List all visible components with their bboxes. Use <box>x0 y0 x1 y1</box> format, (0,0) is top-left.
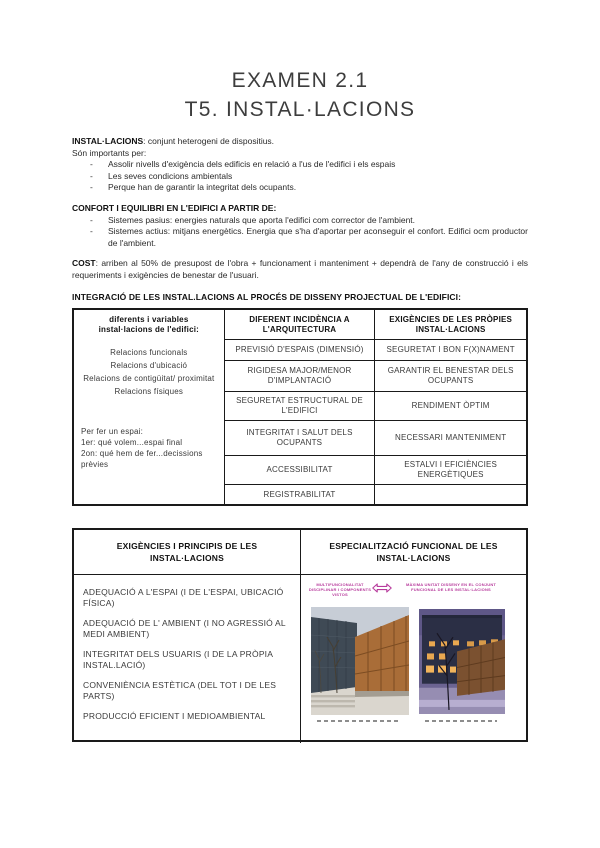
confort-heading: CONFORT I EQUILIBRI EN L'EDIFICI A PARTIR DE: <box>72 203 277 213</box>
principle-item: INTEGRITAT DELS USUARIS (I DE LA PRÒPIA INSTAL.LACIÓ) <box>83 649 273 670</box>
intro-line2: Són importants per: <box>72 147 147 158</box>
bullet-text: Perque han de garantir la integritat dels ocupants. <box>108 182 297 192</box>
table-cell: ESTALVI I EFICIÈNCIES ENERGÈTIQUES <box>375 456 526 485</box>
table-cell: PREVISIÓ D'ESPAIS (DIMENSIÓ) <box>225 340 376 361</box>
table-cell: ACCESSIBILITAT <box>225 456 376 485</box>
list-item <box>72 159 528 171</box>
table1-col3-header: EXIGÈNCIES DE LES PRÒPIES INSTAL·LACIONS <box>375 310 526 340</box>
intro-lead <box>72 136 528 148</box>
table-cell-text: Relacions d'ubicació <box>110 361 188 370</box>
double-arrow-icon <box>372 583 392 593</box>
title-line-2: T5. INSTAL·LACIONS <box>184 98 416 121</box>
bullet-text: Les seves condicions ambientals <box>108 170 233 181</box>
table2-left-header: EXIGÈNCIES I PRINCIPIS DE LES INSTAL·LACIONS <box>74 530 301 575</box>
table1-col2-header: DIFERENT INCIDÈNCIA A L'ARQUITECTURA <box>225 310 376 340</box>
table-exigencies <box>72 528 528 742</box>
bullet-dash: - <box>90 226 93 236</box>
annotation-left: MULTIFUNCIONALITAT DISCIPLINAR I COMPONENTS VISTOS <box>308 582 372 597</box>
table1-col1-items <box>83 346 214 398</box>
bullet-text: Assolir nivells d'exigència dels edificis en relació a l'us de l'edifici i els espais <box>108 159 396 169</box>
cost-bold: COST <box>72 258 96 268</box>
list-item <box>72 182 528 194</box>
table-cell: SEGURETAT ESTRUCTURAL DE L'EDIFICI <box>225 392 376 421</box>
list-item <box>72 215 528 227</box>
table-cell-empty <box>375 485 526 504</box>
bullet-text: Sistemes actius: mitjans energètics. Energia que s'ha d'aportar per aconseguir el confort. Edifici ocm productor de l'ambient. <box>108 226 528 248</box>
table-cell-text: 2on: qué hem de fer...decissions prèvies <box>81 449 203 469</box>
photo-caption <box>317 720 401 722</box>
bullet-dash: - <box>90 214 93 225</box>
table-cell: INTEGRITAT I SALUT DELS OCUPANTS <box>225 421 376 456</box>
building-photo-dusk <box>419 609 505 714</box>
table1-col1-header: diferents i variables instal·lacions de l'edifici: <box>98 315 200 334</box>
table-cell: RENDIMENT ÒPTIM <box>375 392 526 421</box>
principle-item: CONVENIÈNCIA ESTÈTICA (DEL TOT I DE LES PARTS) <box>83 680 277 701</box>
building-photo-day <box>311 607 409 715</box>
principle-item: PRODUCCIÓ EFICIENT I MEDIOAMBIENTAL <box>83 711 266 721</box>
list-item <box>72 171 528 183</box>
table2-left-body <box>74 575 301 743</box>
intro-lead-bold: INSTAL·LACIONS <box>72 136 144 146</box>
table1-caption: INTEGRACIÓ DE LES INSTAL.LACIONS AL PROCÉS DE DISSENY PROJECTUAL DE L'EDIFICI: <box>72 292 462 302</box>
table-cell-text: Relacions físiques <box>114 387 184 396</box>
annotation-right: MÀXIMA UNITAT DISSENY EN EL CONJUNT FUNCIONAL DE LES INSTAL·LACIONS <box>405 582 497 592</box>
bullet-dash: - <box>90 159 93 169</box>
section-cost <box>72 258 528 281</box>
bullet-dash: - <box>90 170 93 181</box>
title-line-1: EXAMEN 2.1 <box>231 69 369 92</box>
table-cell-text: Relacions funcionals <box>110 348 188 357</box>
table1-col1-top-cell <box>74 310 225 421</box>
table-cell: SEGURETAT I BON F(X)NAMENT <box>375 340 526 361</box>
principle-item: ADEQUACIÓ DE L' AMBIENT (I NO AGRESSIÓ AL MEDI AMBIENT) <box>83 618 286 639</box>
table-cell: REGISTRABILITAT <box>225 485 376 504</box>
section-intro <box>72 136 528 194</box>
page-title <box>0 66 600 124</box>
table-cell: NECESSARI MANTENIMENT <box>375 421 526 456</box>
intro-lead-rest: : conjunt heterogeni de dispositius. <box>143 136 275 146</box>
section-confort <box>72 203 528 249</box>
table2-right-body <box>301 575 526 743</box>
table-cell-text: 1er: qué volem...espai final <box>81 438 183 447</box>
table-cell-text: Relacions de contigüitat/ proximitat <box>83 374 215 383</box>
photo-caption <box>425 720 497 722</box>
table2-right-header: ESPECIALITZACIÓ FUNCIONAL DE LES INSTAL·LACIONS <box>301 530 526 575</box>
table1-col1-bottom-cell <box>74 421 225 504</box>
cost-text: : arriben al 50% de presupost de l'obra + funcionament i manteniment + dependrà de l'any de construcció i els requeriments i exigències de benestar de l'usuari. <box>72 258 528 280</box>
table-cell: GARANTIR EL BENESTAR DELS OCUPANTS <box>375 361 526 392</box>
principle-item: ADEQUACIÓ A L'ESPAI (I DE L'ESPAI, UBICACIÓ FÍSICA) <box>83 587 284 608</box>
bullet-dash: - <box>90 182 93 192</box>
table-integracio <box>72 308 528 506</box>
list-item <box>72 226 528 249</box>
table-cell-text: Per fer un espai: <box>81 427 144 436</box>
bullet-text: Sistemes pasius: energies naturals que aporta l'edifici com corrector de l'ambient. <box>108 214 416 225</box>
table-cell: RIGIDESA MAJOR/MENOR D'IMPLANTACIÓ <box>225 361 376 392</box>
